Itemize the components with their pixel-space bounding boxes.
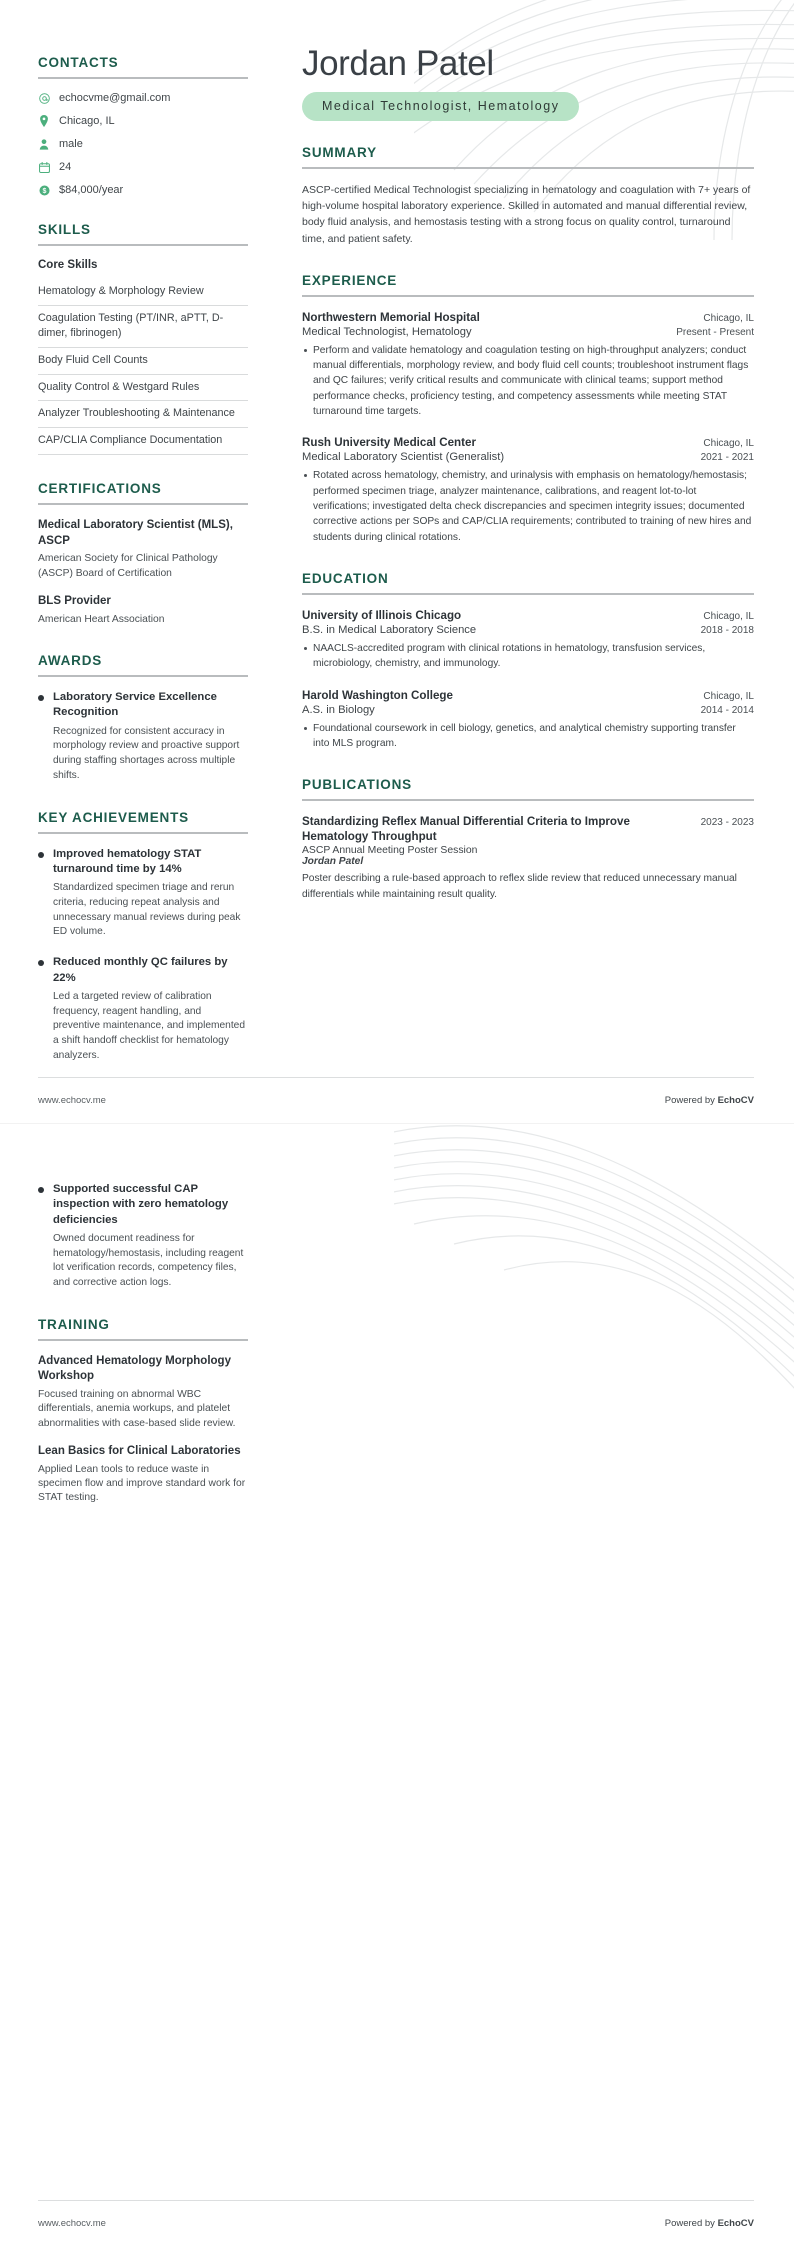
training-section: [38, 1317, 248, 1506]
page-2-footer: [0, 2200, 794, 2246]
certification-org: American Society for Clinical Pathology (ASCP) Board of Certification: [38, 553, 218, 579]
key-achievements-continued: [38, 1182, 248, 1291]
education-location: Chicago, IL: [703, 690, 754, 702]
publications-section: [302, 777, 754, 902]
education-location: Chicago, IL: [703, 610, 754, 622]
education-degree: B.S. in Medical Laboratory Science: [302, 623, 477, 636]
experience-bullet: Perform and validate hematology and coagulation testing on high-throughput analyzers; conduct manual differentials, morphology review, and body fluid cell counts; troubleshoot instrument flags and QC failures; verify critical results and communicate with clinical teams; support method performance checks, proficiency testing, and competency assessments while meeting STAT turnaround time targets.: [302, 343, 754, 419]
certifications-heading: CERTIFICATIONS: [38, 481, 162, 497]
contact-salary-value: $84,000/year: [59, 184, 124, 196]
education-heading: EDUCATION: [302, 570, 389, 586]
publication-venue: ASCP Annual Meeting Poster Session: [302, 845, 478, 857]
contact-location-value: Chicago, IL: [59, 115, 115, 127]
skills-section: [38, 222, 248, 455]
footer-url[interactable]: www.echocv.me: [38, 2217, 106, 2229]
contact-email-value: echocvme@gmail.com: [59, 92, 171, 104]
main-column-continued: [276, 1124, 794, 2246]
name-header: [302, 46, 754, 145]
training-item: [38, 1444, 248, 1506]
achievement-title: Supported successful CAP inspection with zero hematology deficiencies: [53, 1183, 229, 1226]
sidebar-column-continued: [0, 1124, 276, 2246]
footer-branding: [665, 2218, 754, 2229]
education-degree: A.S. in Biology: [302, 703, 375, 716]
certification-name: Medical Laboratory Scientist (MLS), ASCP: [38, 519, 233, 547]
certifications-section: [38, 481, 248, 627]
experience-role: Medical Laboratory Scientist (Generalist): [302, 451, 505, 464]
contact-email[interactable]: [38, 92, 248, 104]
skill-item: Quality Control & Westgard Rules: [38, 375, 248, 402]
training-item: [38, 1354, 248, 1431]
contact-location[interactable]: [38, 115, 248, 127]
training-name: Lean Basics for Clinical Laboratories: [38, 1445, 241, 1458]
achievement-item: [38, 955, 248, 1063]
publication-author: Jordan Patel: [302, 856, 364, 868]
award-description: Recognized for consistent accuracy in morphology review and proactive support during staffing shortages across multiple shifts.: [53, 725, 240, 781]
certification-org: American Heart Association: [38, 613, 165, 625]
footer-url[interactable]: www.echocv.me: [38, 1094, 106, 1106]
svg-text:$: $: [42, 187, 46, 195]
experience-org: Rush University Medical Center: [302, 436, 476, 450]
awards-section: [38, 653, 248, 784]
education-dates: 2018 - 2018: [700, 624, 754, 636]
publication-dates: 2023 - 2023: [700, 817, 754, 829]
bullet-dot-icon: [38, 1187, 44, 1193]
page-1-footer: [0, 1077, 794, 1123]
page-title: Jordan Patel: [302, 44, 494, 83]
certifications-divider: [38, 503, 248, 505]
experience-org: Northwestern Memorial Hospital: [302, 310, 480, 324]
person-icon: [38, 138, 50, 150]
education-entry: [302, 608, 754, 672]
contact-gender[interactable]: [38, 138, 248, 150]
job-title-badge: Medical Technologist, Hematology: [302, 92, 579, 121]
publications-heading: PUBLICATIONS: [302, 777, 412, 793]
achievement-title: Reduced monthly QC failures by 22%: [53, 956, 228, 984]
summary-text: ASCP-certified Medical Technologist specializing in hematology and coagulation with 7+ years of high-volume hospital laboratory experience. Skilled in automated and manual differential review, body fluid analysis, and hemostasis testing with a strong focus on quality control, turnaround time, and patient safety.: [302, 183, 751, 245]
main-column: [276, 0, 794, 1123]
sidebar-column: [0, 0, 276, 1123]
skills-divider: [38, 244, 248, 246]
experience-location: Chicago, IL: [703, 438, 754, 450]
certification-name: BLS Provider: [38, 595, 111, 608]
experience-bullets: [302, 468, 754, 544]
education-entry: [302, 688, 754, 752]
experience-entry: [302, 310, 754, 420]
footer-brand-name: EchoCV: [717, 1094, 754, 1106]
bullet-dot-icon: [38, 695, 44, 701]
skill-item: Analyzer Troubleshooting & Maintenance: [38, 401, 248, 428]
skill-item: Coagulation Testing (PT/INR, aPTT, D-dimer, fibrinogen): [38, 306, 248, 348]
bullet-dot-icon: [38, 960, 44, 966]
contact-gender-value: male: [59, 138, 83, 150]
key-achievements-divider: [38, 832, 248, 834]
publication-description: Poster describing a rule-based approach to reflex slide review that reduced unnecessary manual differentials while maintaining result quality.: [302, 873, 737, 900]
skill-item: CAP/CLIA Compliance Documentation: [38, 428, 248, 455]
education-section: [302, 571, 754, 751]
footer-branding: [665, 1095, 754, 1106]
achievement-description: Standardized specimen triage and rerun criteria, reducing repeat analysis and unnecessary manual reviews during peak ED volume.: [53, 882, 241, 938]
certification-item: [38, 594, 248, 627]
experience-entry: [302, 435, 754, 545]
achievement-item: [38, 1182, 248, 1291]
achievement-title: Improved hematology STAT turnaround time by 14%: [53, 847, 202, 875]
publication-entry: [302, 814, 754, 902]
contacts-section: [38, 55, 248, 196]
skills-group-label: Core Skills: [38, 259, 98, 271]
experience-dates: Present - Present: [676, 326, 754, 338]
publications-divider: [302, 799, 754, 801]
education-org: Harold Washington College: [302, 688, 453, 702]
summary-section: [302, 145, 754, 247]
experience-dates: 2021 - 2021: [700, 452, 754, 464]
training-divider: [38, 1339, 248, 1341]
contacts-heading: CONTACTS: [38, 55, 119, 70]
award-item: [38, 690, 248, 784]
education-org: University of Illinois Chicago: [302, 608, 462, 622]
education-bullet: NAACLS-accredited program with clinical rotations in hematology, transfusion services, microbiology, chemistry, and immunology.: [302, 641, 754, 672]
achievement-description: Owned document readiness for hematology/hemostasis, including reagent lot verification records, competency files, and corrective action logs.: [53, 1232, 244, 1289]
skill-item: Hematology & Morphology Review: [38, 279, 248, 306]
contacts-divider: [38, 77, 248, 79]
experience-bullet: Rotated across hematology, chemistry, and urinalysis with emphasis on hematology/hemostasis; performed specimen triage, analyzer maintenance, calibrations, and reagent lot-to-lot verifications; investigated delta check discrepancies and specimen integrity issues; documented corrective actions per SOPs and CAP/CLIA requirements; contributed to training of new hires and students during clinical rotations.: [302, 468, 754, 544]
experience-bullets: [302, 343, 754, 419]
experience-role: Medical Technologist, Hematology: [302, 325, 472, 338]
skill-item: Body Fluid Cell Counts: [38, 348, 248, 375]
email-icon: [38, 92, 50, 104]
awards-divider: [38, 675, 248, 677]
training-heading: TRAINING: [38, 1316, 110, 1332]
footer-powered-prefix: Powered by: [664, 2217, 718, 2229]
education-bullets: [302, 721, 754, 752]
experience-section: [302, 273, 754, 545]
contact-age[interactable]: [38, 161, 248, 173]
resume-page-2: [0, 1123, 794, 2246]
contact-age-value: 24: [59, 161, 72, 173]
training-description: Focused training on abnormal WBC differentials, anemia workups, and platelet abnormalities with case-based slide review.: [38, 1388, 236, 1429]
summary-heading: SUMMARY: [302, 144, 377, 160]
experience-location: Chicago, IL: [703, 312, 754, 324]
awards-heading: AWARDS: [38, 653, 103, 668]
salary-icon: [38, 184, 50, 196]
page-2-content: [0, 1124, 794, 2246]
achievement-item: [38, 847, 248, 941]
skills-heading: SKILLS: [38, 222, 91, 237]
experience-divider: [302, 295, 754, 297]
training-description: Applied Lean tools to reduce waste in specimen flow and improve standard work for STAT testing.: [38, 1463, 246, 1504]
education-dates: 2014 - 2014: [700, 704, 754, 716]
award-title: Laboratory Service Excellence Recognition: [53, 691, 217, 719]
calendar-icon: [38, 161, 50, 173]
education-bullet: Foundational coursework in cell biology, genetics, and analytical chemistry supporting transfer into MLS program.: [302, 721, 754, 752]
publication-title: Standardizing Reflex Manual Differential Criteria to Improve Hematology Throughput: [302, 815, 630, 844]
training-name: Advanced Hematology Morphology Workshop: [38, 1354, 231, 1383]
certification-item: [38, 518, 248, 581]
experience-heading: EXPERIENCE: [302, 272, 398, 288]
achievement-description: Led a targeted review of calibration frequency, reagent handling, and preventive maintenance, and implemented a shift handoff checklist for hematology analyzers.: [53, 990, 245, 1061]
education-bullets: [302, 641, 754, 672]
summary-divider: [302, 167, 754, 169]
footer-powered-prefix: Powered by: [664, 1094, 718, 1106]
footer-brand-name: EchoCV: [717, 2217, 754, 2229]
key-achievements-heading: KEY ACHIEVEMENTS: [38, 809, 189, 825]
contact-salary[interactable]: [38, 184, 248, 196]
location-pin-icon: [38, 115, 50, 127]
key-achievements-section: [38, 810, 248, 1064]
education-divider: [302, 593, 754, 595]
bullet-dot-icon: [38, 852, 44, 858]
